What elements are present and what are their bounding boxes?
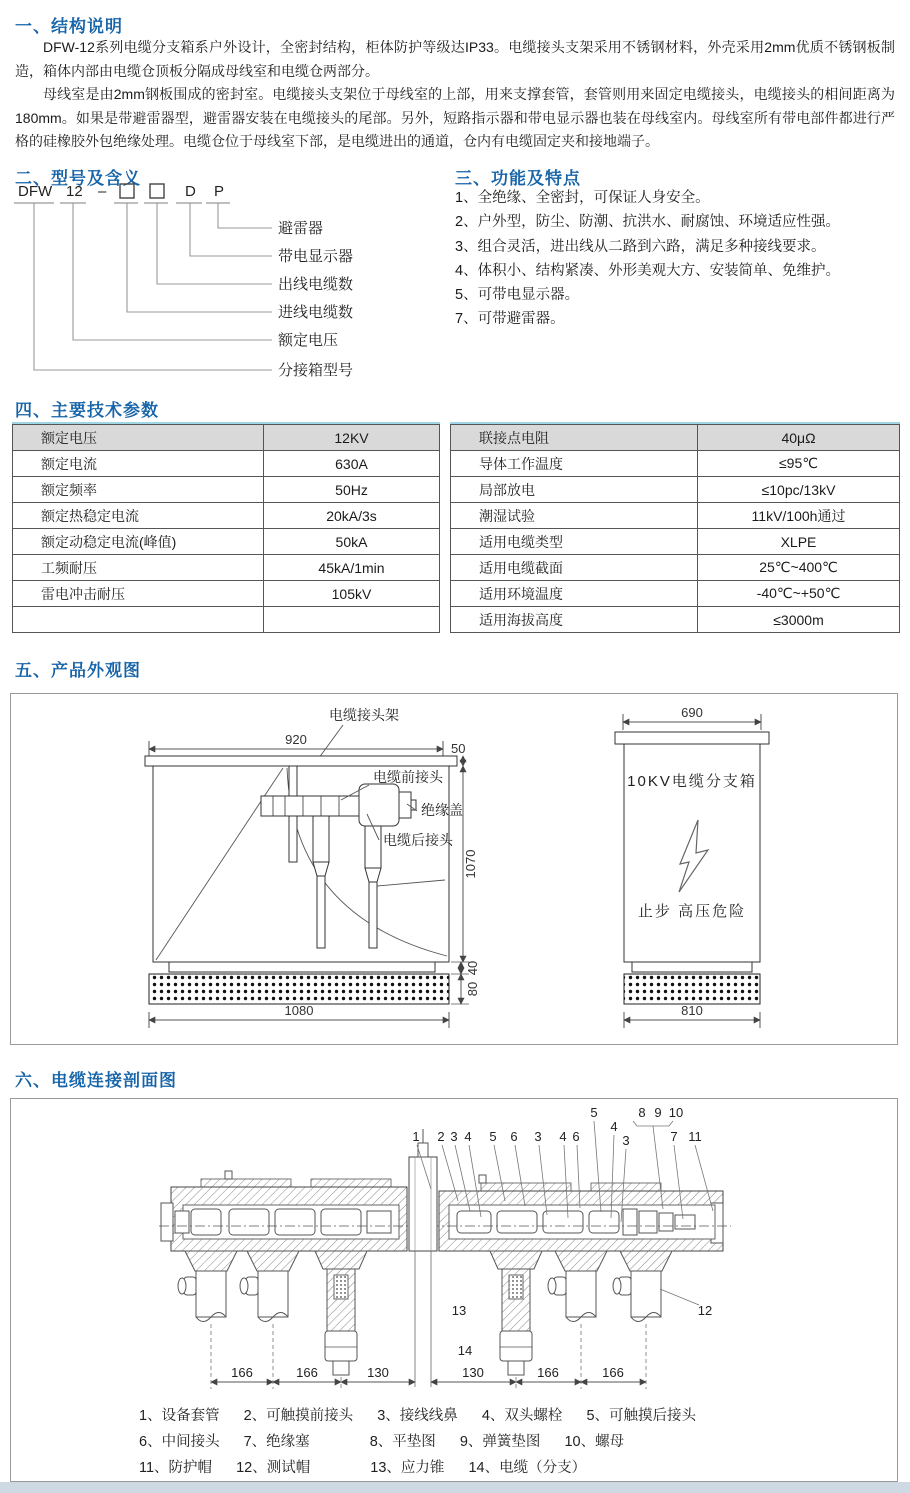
callout-2: 2: [437, 1129, 445, 1144]
cable-branch: [548, 1251, 607, 1322]
spec-value-cell: 11kV/100h通过: [698, 503, 900, 529]
spec-label-cell: 局部放电: [451, 477, 698, 503]
callout-14: 14: [457, 1343, 473, 1358]
table-row: [451, 607, 900, 633]
model-placeholder-box-2: [150, 184, 164, 198]
page-footer-band: [0, 1482, 910, 1493]
dim-690: 690: [681, 705, 703, 720]
feature-item: 2、户外型，防尘、防潮、抗洪水、耐腐蚀、环境适应性强。: [455, 214, 841, 231]
section-1-heading: 一、结构说明: [15, 17, 123, 36]
structure-paragraph-1: DFW-12系列电缆分支箱系户外设计，全密封结构，柜体防护等级达IP33。电缆接头支架采用不锈钢材料，外壳采用2mm优质不锈钢板制造，箱体内部由电缆仓顶板分隔成母线室和电缆仓两部分。: [15, 39, 895, 79]
label-cable-joint-frame: 电缆接头架: [329, 707, 399, 723]
front-view: [145, 707, 480, 1028]
table-row: [451, 451, 900, 477]
spec-table-right: [450, 424, 900, 633]
spec-value-cell: 50Hz: [264, 477, 440, 503]
model-token-dfw: DFW: [18, 183, 53, 200]
structure-paragraph-2: 母线室是由2mm钢板围成的密封室。电缆接头支架位于母线室的上部，用来支撑套管，套管则用来固定电缆接头，电缆接头的相间距离为180mm。如果是带避雷器型，避雷器安装在电缆接头的尾部。另外，短路指示器和带电显示器也装在母线室内。母线室所有带电部件都进行严格的硅橡胶外包绝缘处理。电缆仓位于母线室下部，是电缆进出的通道，仓内有电缆固定夹和接地端子。: [15, 86, 895, 149]
table-row: [451, 555, 900, 581]
model-connector-lines: [34, 203, 272, 370]
label-cable-rear-connector: 电缆后接头: [383, 832, 453, 848]
model-placeholder-box-1: [120, 184, 134, 198]
spec-label-cell: 适用环境温度: [451, 581, 698, 607]
feature-item: 3、组合灵活，进出线从二路到六路，满足多种接线要求。: [455, 238, 826, 255]
label-cable-front-connector: 电缆前接头: [373, 769, 443, 785]
model-label-arrester: 避雷器: [278, 220, 324, 237]
model-token-p: P: [214, 183, 225, 200]
spec-label-cell: 适用电缆类型: [451, 529, 698, 555]
model-token-12: 12: [66, 183, 83, 200]
spec-label-cell: 额定动稳定电流(峰值): [13, 529, 264, 555]
callout-9: 9: [654, 1105, 662, 1120]
legend-item: 6、中间接头: [139, 1434, 220, 1450]
table-row: [13, 555, 440, 581]
spec-value-cell: 25℃~400℃: [698, 555, 900, 581]
spec-value-cell: ≤95℃: [698, 451, 900, 477]
legend-item: 8、平垫图: [369, 1434, 436, 1450]
spec-label-cell: 适用海拔高度: [451, 607, 698, 633]
label-insulation-cover: 绝缘盖: [421, 802, 463, 818]
hanging-cables: [178, 1251, 672, 1375]
model-token-dash: –: [98, 183, 107, 200]
dim-130-2: 130: [462, 1365, 484, 1380]
callout-6: 6: [510, 1129, 518, 1144]
cable-branch: [178, 1251, 237, 1322]
dim-920: 920: [285, 732, 307, 747]
foundation-base-side: [624, 974, 760, 1004]
table-row: [13, 607, 440, 633]
spec-label-cell: 导体工作温度: [451, 451, 698, 477]
warning-text: 止步 高压危险: [637, 903, 747, 920]
cable-connection-cross-section: [11, 1099, 897, 1401]
feature-item: 4、体积小、结构紧凑、外形美观大方、安装简单、免维护。: [455, 262, 841, 279]
callout-11: 11: [688, 1129, 702, 1144]
callout-1: 1: [412, 1129, 420, 1144]
table-row: [451, 477, 900, 503]
table-row: [451, 503, 900, 529]
cabinet-title-text: 10KV电缆分支箱: [627, 773, 757, 790]
spec-label-cell: 适用电缆截面: [451, 555, 698, 581]
model-labels: [278, 220, 353, 379]
model-label-live-display: 带电显示器: [278, 248, 354, 265]
dim-1070: 1070: [463, 849, 478, 879]
legend-item: 9、弹簧垫图: [459, 1434, 541, 1450]
dim-40: 40: [465, 960, 480, 976]
spec-value-cell: 105kV: [264, 581, 440, 607]
feature-item: 5、可带电显示器。: [455, 287, 580, 304]
section-4-heading: 四、主要技术参数: [15, 401, 159, 420]
dim-166-3: 166: [537, 1365, 559, 1380]
model-label-box-model: 分接箱型号: [278, 362, 354, 379]
cable-branch: [240, 1251, 299, 1322]
parts-legend: [139, 1403, 716, 1481]
spec-value-cell: [264, 607, 440, 633]
dim-166-2: 166: [296, 1365, 318, 1380]
callout-3-upper: 3: [622, 1133, 630, 1148]
spec-table-left: [12, 424, 440, 633]
legend-item: 11、防护帽: [139, 1460, 213, 1476]
legend-line-1: [139, 1403, 716, 1429]
callout-12: 12: [697, 1303, 713, 1318]
feature-item: 7、可带避雷器。: [455, 311, 565, 328]
spec-value-cell: 40μΩ: [698, 425, 900, 451]
section-2-heading: 二、型号及含义: [15, 169, 141, 188]
callout-4: 4: [464, 1129, 472, 1144]
cross-section-box: [10, 1098, 898, 1482]
legend-item: 3、接线线鼻: [377, 1408, 458, 1424]
spec-value-cell: 20kA/3s: [264, 503, 440, 529]
legend-item: 12、测试帽: [236, 1460, 311, 1476]
table-row: [13, 425, 440, 451]
spec-label-cell: 额定电流: [13, 451, 264, 477]
callout-3b: 3: [534, 1129, 542, 1144]
dim-130-1: 130: [367, 1365, 389, 1380]
table-row: [451, 529, 900, 555]
spec-value-cell: ≤3000m: [698, 607, 900, 633]
spec-value-cell: -40℃~+50℃: [698, 581, 900, 607]
callout-10: 10: [668, 1105, 684, 1120]
callout-3: 3: [450, 1129, 458, 1144]
model-label-rated-voltage: 额定电压: [278, 332, 339, 349]
model-code-diagram: [10, 176, 450, 381]
spec-value-cell: ≤10pc/13kV: [698, 477, 900, 503]
callout-7: 7: [670, 1129, 678, 1144]
legend-item: 4、双头螺栓: [481, 1408, 563, 1424]
table-row: [451, 581, 900, 607]
legend-item: 1、设备套管: [139, 1408, 220, 1424]
legend-item: 14、电缆（分支）: [468, 1460, 587, 1476]
spec-label-cell: 额定热稳定电流: [13, 503, 264, 529]
table-row: [13, 477, 440, 503]
callout-5: 5: [489, 1129, 497, 1144]
legend-item: 10、螺母: [564, 1434, 625, 1450]
legend-item: 13、应力锥: [370, 1460, 445, 1476]
dim-166-1: 166: [231, 1365, 253, 1380]
foundation-base-front: [149, 974, 449, 1004]
spec-label-cell: 潮湿试验: [451, 503, 698, 529]
spec-value-cell: 12KV: [264, 425, 440, 451]
spec-label-cell: 工频耐压: [13, 555, 264, 581]
dim-1080: 1080: [284, 1003, 314, 1018]
bushing-assembly: [261, 796, 361, 816]
callout-13: 13: [451, 1303, 467, 1318]
features-list: [455, 186, 905, 332]
legend-item: 2、可触摸前接头: [243, 1408, 354, 1424]
dim-166-4: 166: [602, 1365, 624, 1380]
model-token-d: D: [185, 183, 196, 200]
legend-item: 5、可触摸后接头: [586, 1408, 697, 1424]
section-1-body: [15, 36, 895, 154]
spec-label-cell: [13, 607, 264, 633]
spec-value-cell: 45kA/1min: [264, 555, 440, 581]
elbow-connector: [359, 784, 399, 826]
feature-item: 1、全绝缘、全密封，可保证人身安全。: [455, 190, 710, 206]
spec-label-cell: 雷电冲击耐压: [13, 581, 264, 607]
outline-drawing-box: [10, 693, 898, 1045]
spec-label-cell: 额定频率: [13, 477, 264, 503]
model-label-incoming-count: 进线电缆数: [278, 304, 354, 321]
dim-810: 810: [681, 1003, 703, 1018]
side-view: [615, 705, 769, 1028]
dim-80: 80: [465, 981, 480, 997]
callout-6b: 6: [572, 1129, 580, 1144]
callout-4b: 4: [559, 1129, 567, 1144]
table-row: [451, 425, 900, 451]
section-6-heading: 六、电缆连接剖面图: [15, 1071, 177, 1090]
spec-value-cell: 630A: [264, 451, 440, 477]
table-row: [13, 529, 440, 555]
spec-label-cell: 额定电压: [13, 425, 264, 451]
product-outline-drawing: [11, 694, 897, 1044]
cable-branch: [613, 1251, 672, 1322]
spec-label-cell: 联接点电阻: [451, 425, 698, 451]
busbar-assembly: [159, 1129, 731, 1251]
dim-50: 50: [451, 741, 466, 756]
center-flange: [409, 1157, 437, 1251]
legend-line-3: [139, 1455, 716, 1481]
legend-item: 7、绝缘塞: [243, 1434, 310, 1450]
callout-4-upper: 4: [610, 1119, 618, 1134]
spec-value-cell: XLPE: [698, 529, 900, 555]
long-connector: [490, 1251, 542, 1375]
spec-value-cell: 50kA: [264, 529, 440, 555]
legend-line-2: [139, 1429, 716, 1455]
table-row: [13, 451, 440, 477]
model-label-outgoing-count: 出线电缆数: [278, 276, 354, 293]
section-5-heading: 五、产品外观图: [15, 661, 141, 680]
callout-5-upper: 5: [590, 1105, 598, 1120]
table-row: [13, 581, 440, 607]
long-connector: [315, 1251, 367, 1375]
section-3-heading: 三、功能及特点: [455, 169, 581, 188]
table-row: [13, 503, 440, 529]
callout-8: 8: [638, 1105, 646, 1120]
